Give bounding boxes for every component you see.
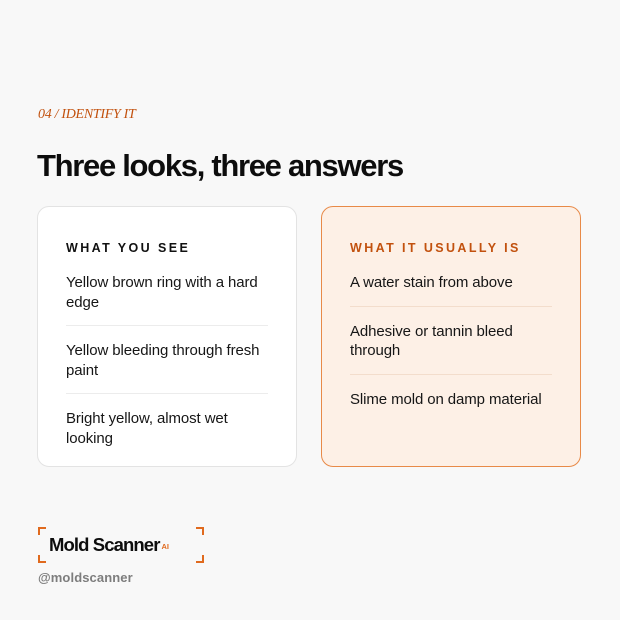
what-you-see-card	[37, 206, 297, 467]
list-item: Slime mold on damp material	[350, 390, 542, 408]
social-handle: @moldscanner	[38, 570, 133, 585]
list-item: A water stain from above	[350, 273, 552, 307]
logo-corner-bracket	[196, 555, 204, 563]
list-item: Adhesive or tannin bleed through	[350, 322, 552, 375]
brand-name: Mold Scanner	[49, 534, 160, 555]
logo-corner-bracket	[196, 527, 204, 535]
brand-suffix: AI	[161, 542, 169, 551]
page-title: Three looks, three answers	[37, 148, 403, 183]
logo-corner-bracket	[38, 555, 46, 563]
list-item: Yellow brown ring with a hard edge	[66, 273, 268, 326]
section-eyebrow: 04 / IDENTIFY IT	[38, 107, 136, 122]
list-item: Bright yellow, almost wet looking	[66, 410, 228, 447]
list-item: Yellow bleeding through fresh paint	[66, 341, 268, 394]
brand-logo	[38, 527, 204, 563]
brand-name-wrapper	[49, 534, 169, 556]
card-heading: WHAT IT USUALLY IS	[350, 241, 521, 255]
what-it-usually-is-card	[321, 206, 581, 467]
card-heading: WHAT YOU SEE	[66, 241, 191, 255]
logo-corner-bracket	[38, 527, 46, 535]
